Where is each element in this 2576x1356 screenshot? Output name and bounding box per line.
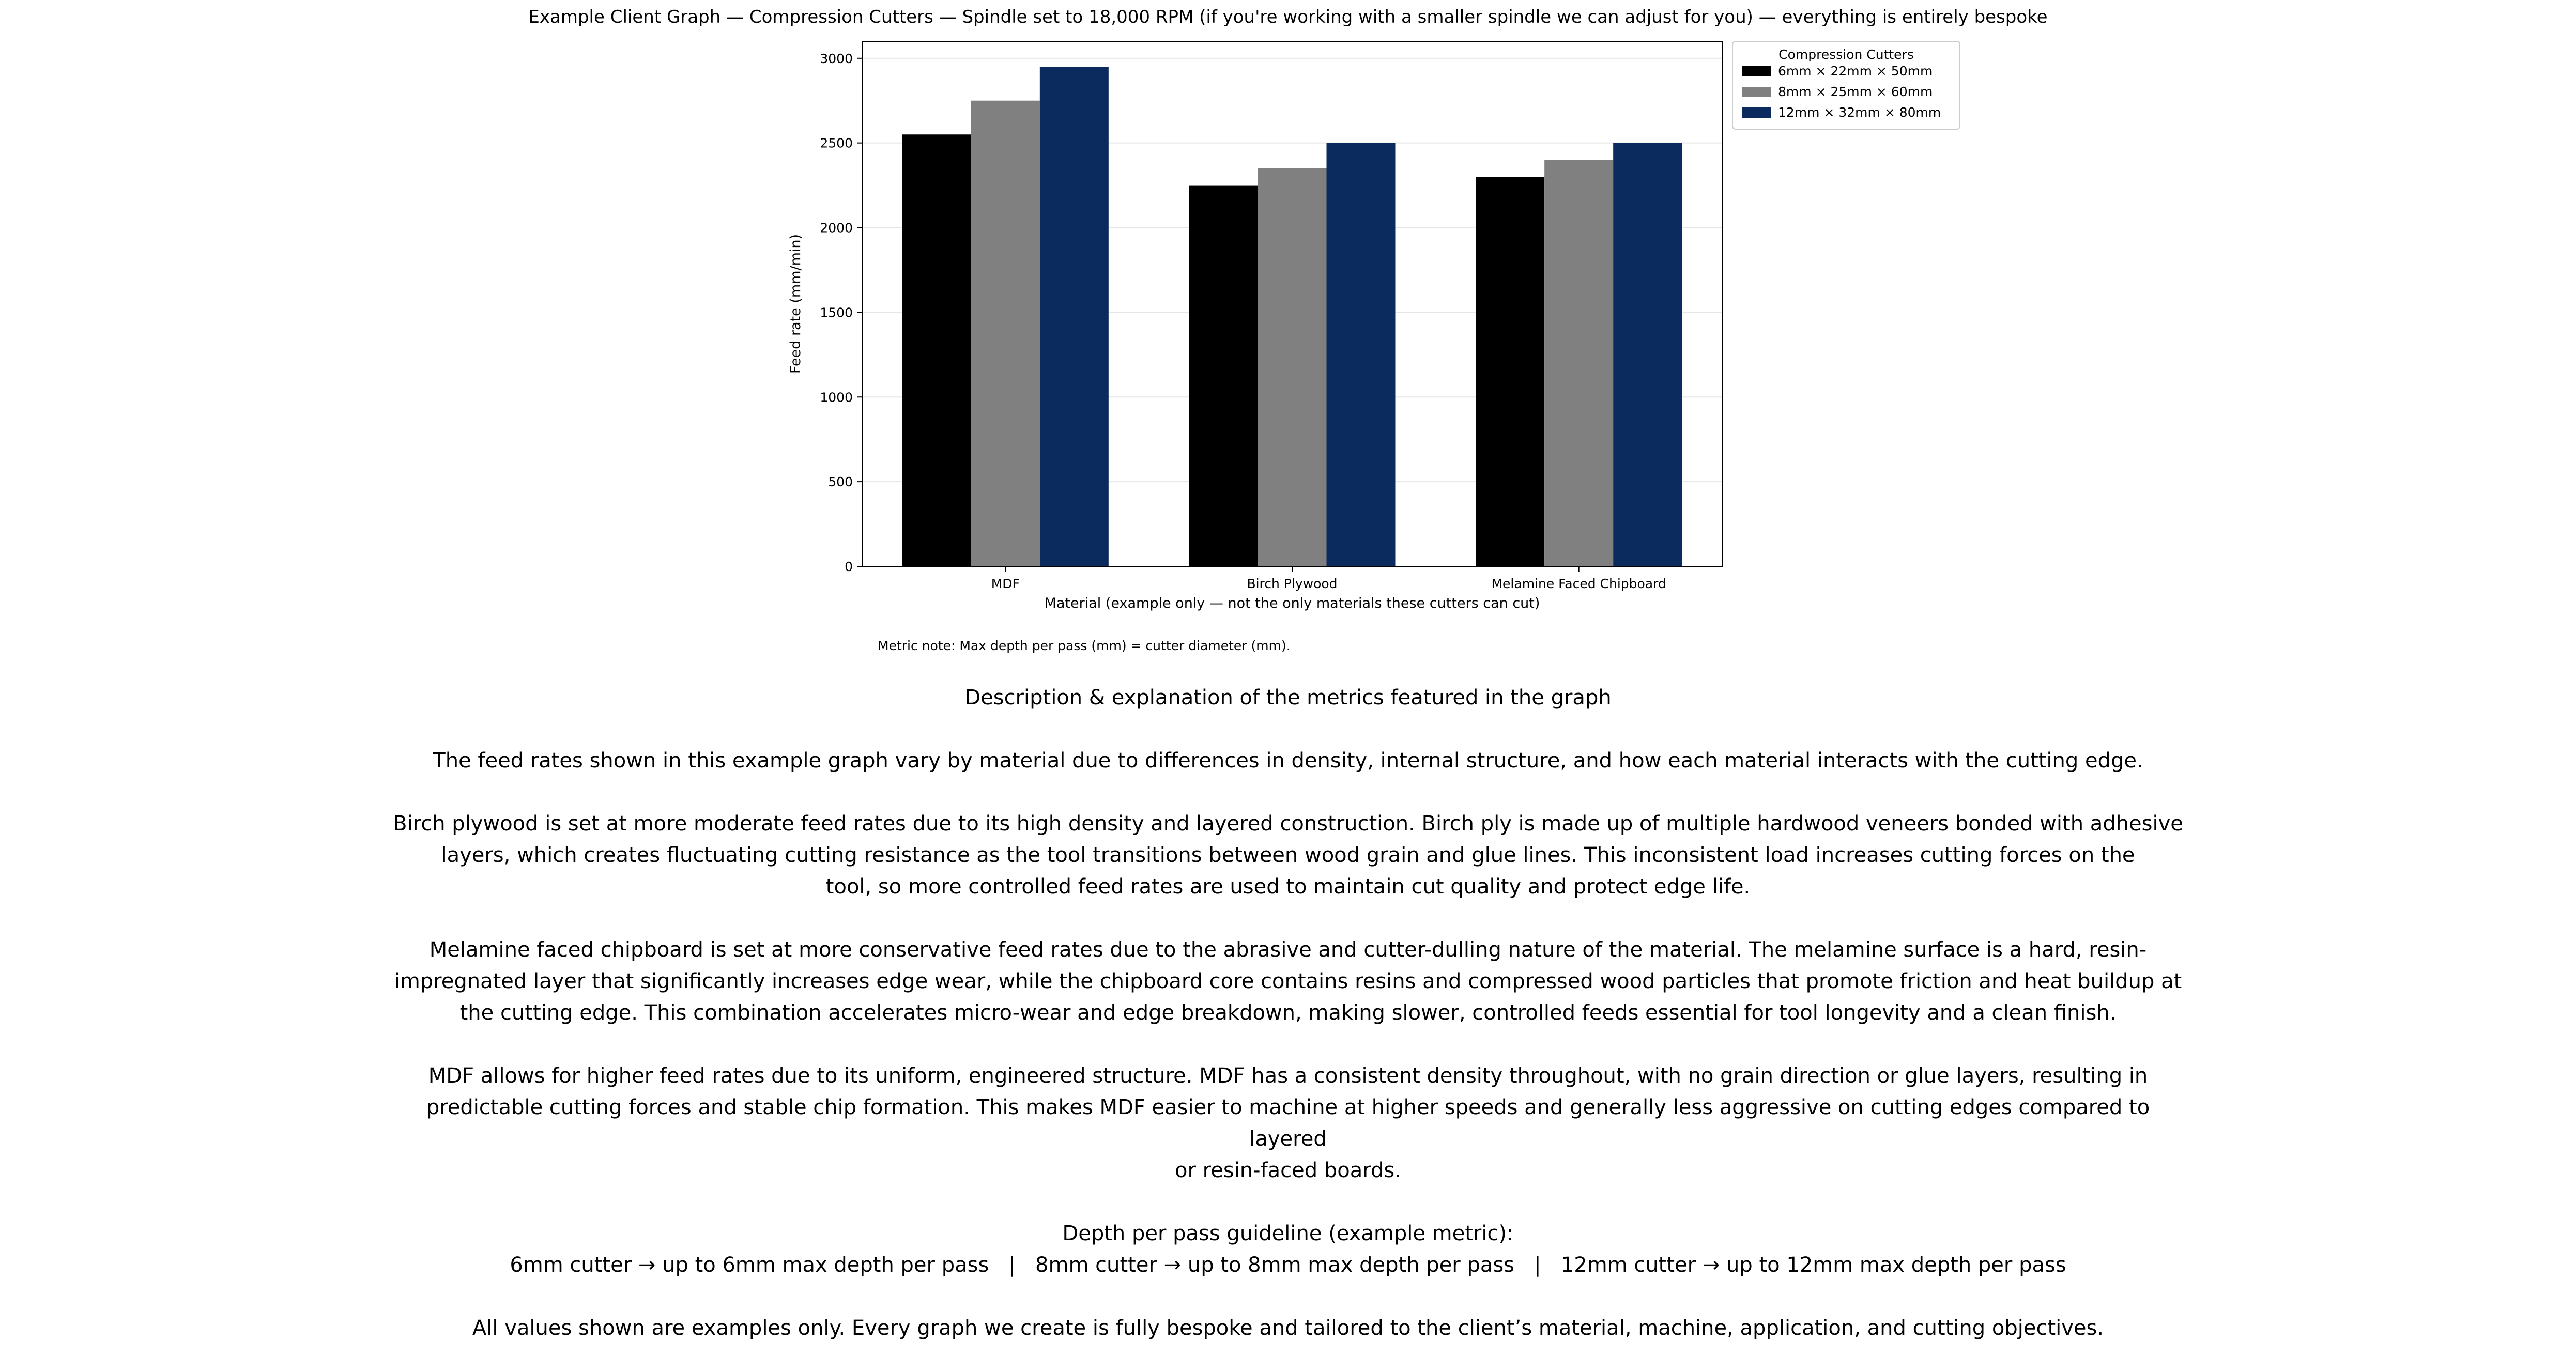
legend-entry-0: 6mm × 22mm × 50mm	[1778, 64, 1933, 79]
depth-line: 6mm cutter → up to 6mm max depth per pass | 8mm cutter → up to 8mm max depth per pass | 12mm cutter → up to 12mm max depth per pass	[510, 1253, 2066, 1277]
bar-0-1	[1189, 186, 1258, 566]
mdf-line-3: or resin-faced boards.	[1175, 1159, 1401, 1182]
chart-title: Example Client Graph — Compression Cutters — Spindle set to 18,000 RPM (if you're working with a smaller spindle we can adjust for you) — everything is entirely bespoke	[528, 7, 2048, 27]
legend-swatch-0	[1742, 66, 1771, 76]
mdf-line-1: MDF allows for higher feed rates due to its uniform, engineered structure. MDF has a consistent density throughout, with no grain direction or glue layers, resulting in	[428, 1064, 2148, 1088]
x-tick-label-0: MDF	[991, 576, 1020, 591]
y-tick-label-1: 500	[828, 474, 853, 490]
y-tick-label-6: 3000	[820, 51, 853, 66]
birch-line-3: tool, so more controlled feed rates are used to maintain cut quality and protect edge life.	[825, 875, 1751, 899]
birch-line-2: layers, which creates fluctuating cutting resistance as the tool transitions between wood grain and glue lines. This inconsistent load increases cutting forces on the	[441, 843, 2135, 867]
melamine-line-3: the cutting edge. This combination accelerates micro-wear and edge breakdown, making slower, controlled feeds essential for tool longevity and a clean finish.	[459, 1001, 2117, 1025]
bar-1-1	[1258, 168, 1327, 566]
description-heading: Description & explanation of the metrics featured in the graph	[964, 686, 1612, 710]
melamine-line-2: impregnated layer that significantly increases edge wear, while the chipboard core contains resins and compressed wood particles that promote friction and heat buildup at	[394, 969, 2182, 993]
y-tick-label-2: 1000	[820, 390, 853, 405]
legend-entry-1: 8mm × 25mm × 60mm	[1778, 84, 1933, 99]
x-axis-label: Material (example only — not the only materials these cutters can cut)	[1044, 595, 1540, 611]
metric-note: Metric note: Max depth per pass (mm) = cutter diameter (mm).	[878, 638, 1291, 653]
x-tick-label-1: Birch Plywood	[1247, 576, 1338, 591]
footer-note: All values shown are examples only. Every graph we create is fully bespoke and tailored to the client’s material, machine, application, and cutting objectives.	[472, 1316, 2104, 1340]
bar-chart	[0, 0, 2576, 672]
mdf-line-2: predictable cutting forces and stable chip formation. This makes MDF easier to machine at higher speeds and generally less aggressive on cutting edges compared to layered	[426, 1096, 2150, 1151]
y-tick-label-3: 1500	[820, 305, 853, 320]
y-tick-label-5: 2500	[820, 135, 853, 151]
y-tick-label-0: 0	[845, 559, 853, 574]
bar-0-0	[902, 134, 971, 566]
legend-swatch-1	[1742, 87, 1771, 97]
y-tick-label-4: 2000	[820, 220, 853, 236]
chart-area	[0, 0, 2576, 672]
bar-1-0	[971, 101, 1040, 566]
legend-swatch-2	[1742, 107, 1771, 118]
x-tick-label-2: Melamine Faced Chipboard	[1491, 576, 1666, 591]
birch-line-1: Birch plywood is set at more moderate feed rates due to its high density and layered construction. Birch ply is made up of multiple hardwood veneers bonded with adhesive	[393, 812, 2183, 836]
melamine-line-1: Melamine faced chipboard is set at more conservative feed rates due to the abrasive and cutter-dulling nature of the material. The melamine surface is a hard, resin-	[429, 938, 2147, 962]
depth-heading: Depth per pass guideline (example metric):	[1062, 1222, 1514, 1245]
y-axis-label: Feed rate (mm/min)	[788, 234, 804, 374]
bar-2-1	[1327, 143, 1396, 566]
bar-0-2	[1476, 177, 1544, 566]
bar-2-0	[1040, 67, 1109, 566]
bar-2-2	[1613, 143, 1682, 566]
description-section	[393, 682, 2183, 1344]
description-intro: The feed rates shown in this example graph vary by material due to differences in density, internal structure, and how each material interacts with the cutting edge.	[433, 749, 2143, 773]
legend-entry-2: 12mm × 32mm × 80mm	[1778, 105, 1941, 120]
legend-title: Compression Cutters	[1778, 47, 1914, 62]
bar-1-2	[1544, 160, 1613, 566]
